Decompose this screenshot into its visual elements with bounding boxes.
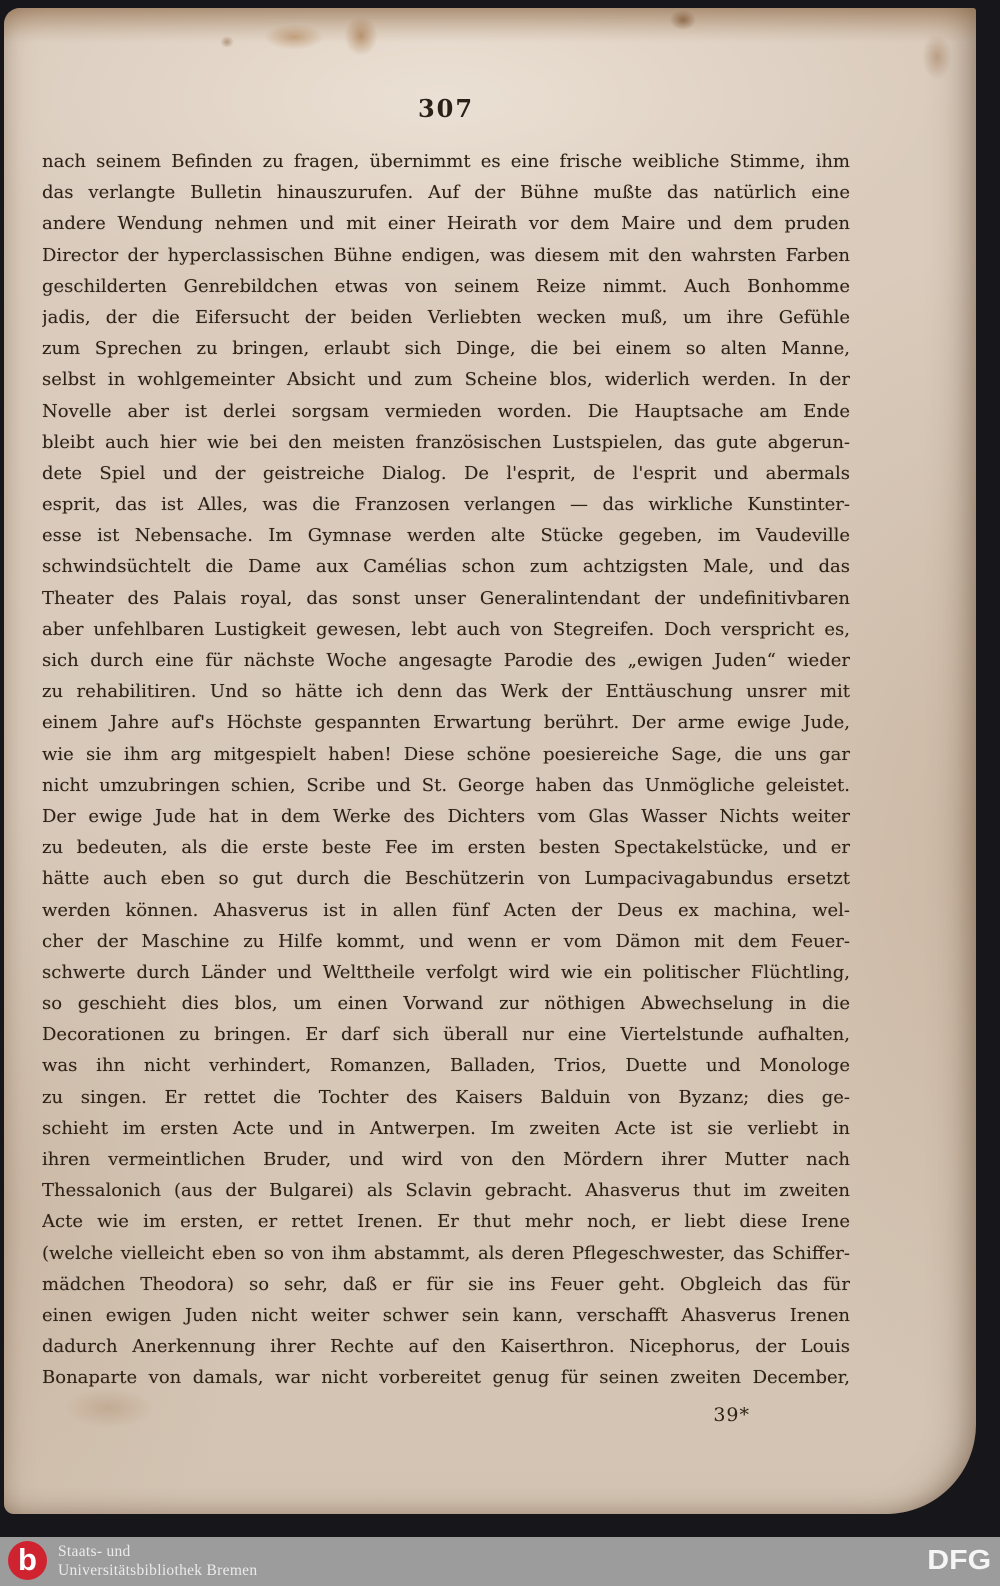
text-line: geschilderten Genrebildchen etwas von seinem Reize nimmt. Auch Bonhomme <box>42 275 850 297</box>
text-line: esprit, das ist Alles, was die Franzosen verlangen — das wirkliche Kunstinter- <box>42 494 850 516</box>
text-line: cher der Maschine zu Hilfe kommt, und wenn er vom Dämon mit dem Feuer- <box>42 930 850 952</box>
text-line: Director der hyperclassischen Bühne endigen, was diesem mit den wahrsten Farben <box>42 244 850 266</box>
text-line: Theater des Palais royal, das sonst unser Generalintendant der undefinitivbaren <box>42 587 850 609</box>
text-line: selbst in wohlgemeinter Absicht und zum Scheine blos, widerlich werden. In der <box>42 369 850 391</box>
text-line: zu bedeuten, als die erste beste Fee im ersten besten Spectakelstücke, und er <box>42 837 850 859</box>
library-name-line2: Universitätsbibliothek Bremen <box>58 1562 258 1579</box>
text-line: Decorationen zu bringen. Er darf sich überall nur eine Viertelstunde aufhalten, <box>42 1024 850 1046</box>
text-line: Thessalonich (aus der Bulgarei) als Sclavin gebracht. Ahasverus thut im zweiten <box>42 1180 850 1202</box>
text-line: schwerte durch Länder und Welttheile verfolgt wird wie ein politischer Flüchtling, <box>42 961 850 983</box>
text-line: (welche vielleicht eben so von ihm abstammt, als deren Pflegeschwester, das Schiffer- <box>42 1242 850 1264</box>
signature-mark: 39* <box>713 1403 750 1426</box>
text-line: einen ewigen Juden nicht weiter schwer sein kann, verschafft Ahasverus Irenen <box>42 1304 850 1326</box>
text-line: hätte auch eben so gut durch die Beschützerin von Lumpacivagabundus ersetzt <box>42 868 850 890</box>
text-line: nach seinem Befinden zu fragen, übernimmt es eine frische weibliche Stimme, ihm <box>42 151 850 172</box>
page-edge-shadow <box>4 8 976 42</box>
text-line: Bonaparte von damals, war nicht vorbereitet genug für seinen zweiten December, <box>42 1367 850 1389</box>
text-line: das verlangte Bulletin hinauszurufen. Auf der Bühne mußte das natürlich eine <box>42 182 850 204</box>
text-line: Der ewige Jude hat in dem Werke des Dichters vom Glas Wasser Nichts weiter <box>42 805 850 827</box>
paper-stain <box>220 36 234 48</box>
text-line: wie sie ihm arg mitgespielt haben! Diese schöne poesiereiche Sage, die uns gar <box>42 743 850 765</box>
paper-stain <box>264 24 324 50</box>
page-number: 307 <box>417 94 475 123</box>
text-line: esse ist Nebensache. Im Gymnase werden alte Stücke gegeben, im Vaudeville <box>42 525 850 547</box>
text-line: mädchen Theodora) so sehr, daß er für sie ins Feuer geht. Obgleich das für <box>42 1273 850 1295</box>
text-line: Novelle aber ist derlei sorgsam vermieden worden. Die Hauptsache am Ende <box>42 400 850 422</box>
text-line: Acte wie im ersten, er rettet Irenen. Er thut mehr noch, er liebt diese Irene <box>42 1211 850 1233</box>
text-line: nicht umzubringen schien, Scribe und St. George haben das Unmögliche geleistet. <box>42 774 850 796</box>
text-line: einem Jahre auf's Höchste gespannten Erwartung berührt. Der arme ewige Jude, <box>42 712 850 734</box>
paper-stain <box>670 10 696 30</box>
text-line: zu rehabilitiren. Und so hätte ich denn das Werk der Enttäuschung unsrer mit <box>42 681 850 703</box>
library-name-line1: Staats- und <box>58 1543 131 1560</box>
dfg-logo: DFG <box>927 1544 991 1575</box>
text-line: schieht im ersten Acte und in Antwerpen. Im zweiten Acte ist sie verliebt in <box>42 1117 850 1139</box>
library-name <box>58 1542 257 1580</box>
text-line: andere Wendung nehmen und mit einer Heirath vor dem Maire und dem pruden <box>42 213 850 235</box>
text-line: jadis, der die Eifersucht der beiden Verliebten wecken muß, um ihre Gefühle <box>42 306 850 328</box>
text-line: dete Spiel und der geistreiche Dialog. De l'esprit, de l'esprit und abermals <box>42 462 850 484</box>
text-line: so geschieht dies blos, um einen Vorwand zur nöthigen Abwechselung in die <box>42 993 850 1015</box>
text-line: schwindsüchtelt die Dame aux Camélias schon zum achtzigsten Male, und das <box>42 556 850 578</box>
text-line: aber unfehlbaren Lustigkeit gewesen, lebt auch von Stegreifen. Doch verspricht es, <box>42 618 850 640</box>
text-line: ihren vermeintlichen Bruder, und wird von den Mördern ihrer Mutter nach <box>42 1149 850 1170</box>
text-line: zu singen. Er rettet die Tochter des Kaisers Balduin von Byzanz; dies ge- <box>42 1086 850 1108</box>
text-line: was ihn nicht verhindert, Romanzen, Balladen, Trios, Duette und Monologe <box>42 1055 850 1077</box>
paper-stain <box>922 34 952 80</box>
logo-letter: b <box>18 1542 37 1577</box>
book-page <box>4 8 976 1514</box>
text-line: werden können. Ahasverus ist in allen fünf Acten der Deus ex machina, wel- <box>42 899 850 921</box>
text-line: bleibt auch hier wie bei den meisten französischen Lustspielen, das gute abgerun- <box>42 431 850 453</box>
footer-bar <box>0 1537 1000 1586</box>
body-text <box>42 146 850 1431</box>
text-line: zum Sprechen zu bringen, erlaubt sich Dinge, die bei einem so alten Manne, <box>42 338 850 360</box>
text-line: sich durch eine für nächste Woche angesagte Parodie des „ewigen Juden“ wieder <box>42 650 850 671</box>
text-line: dadurch Anerkennung ihrer Rechte auf den Kaiserthron. Nicephorus, der Louis <box>42 1336 850 1358</box>
suub-bremen-logo-icon <box>8 1541 47 1580</box>
paper-stain <box>344 16 378 56</box>
